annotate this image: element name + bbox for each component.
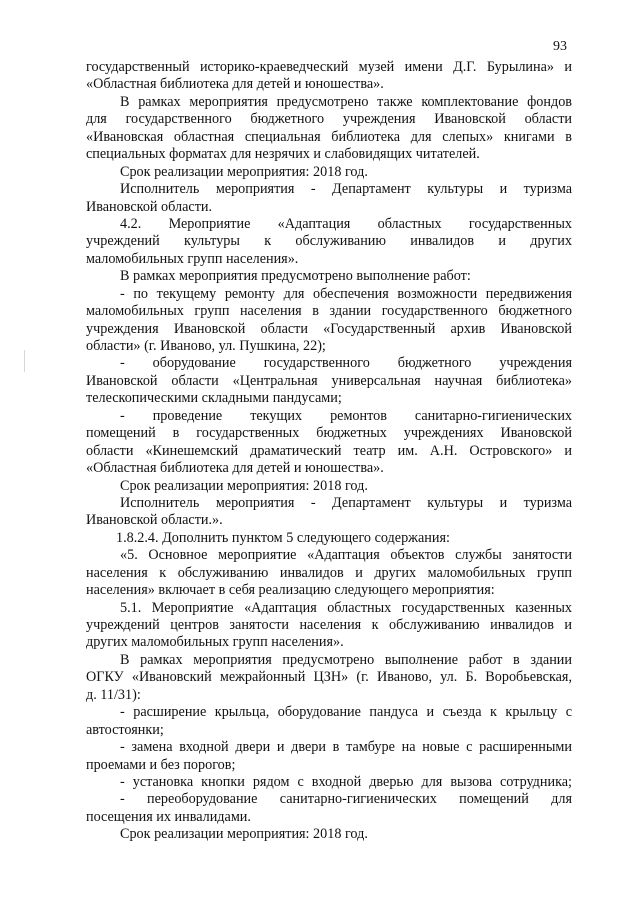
text-line: д. 11/31): <box>86 686 141 703</box>
text-line: В рамках мероприятия предусмотрено также комплектование фондов <box>120 93 572 110</box>
text-line: помещений в государственных бюджетных учреждениях Ивановской <box>86 425 572 442</box>
text-line: - установка кнопки рядом с входной дверью для вызова сотрудника; <box>120 773 572 790</box>
text-line: - расширение крыльца, оборудование пандуса и съезда к крыльцу с <box>120 704 572 721</box>
text-line: - проведение текущих ремонтов санитарно-гигиенических <box>120 407 572 424</box>
text-line: специальных форматах для незрячих и слабовидящих читателей. <box>86 146 480 163</box>
text-line: области «Кинешемский драматический театр им. А.Н. Островского» и <box>86 442 572 459</box>
text-line: - оборудование государственного бюджетного учреждения <box>120 355 572 372</box>
text-line: - замена входной двери и двери в тамбуре на новые с расширенными <box>120 739 572 756</box>
text-line: населения» включает в себя реализацию следующего мероприятия: <box>86 582 495 599</box>
text-line: Срок реализации мероприятия: 2018 год. <box>120 477 368 494</box>
text-line: ОГКУ «Ивановский межрайонный ЦЗН» (г. Иваново, ул. Б. Воробьевская, <box>86 669 572 686</box>
text-line: 4.2. Мероприятие «Адаптация областных государственных <box>120 215 572 232</box>
text-line: других маломобильных групп населения». <box>86 634 344 651</box>
text-line: учреждения Ивановской области «Государственный архив Ивановской <box>86 320 572 337</box>
text-line: Ивановской области. <box>86 198 213 215</box>
text-line: Исполнитель мероприятия - Департамент культуры и туризма <box>120 494 572 511</box>
text-line: «Областная библиотека для детей и юношества». <box>86 76 384 93</box>
text-line: «5. Основное мероприятие «Адаптация объектов службы занятости <box>120 547 572 564</box>
text-line: Исполнитель мероприятия - Департамент культуры и туризма <box>120 181 572 198</box>
text-line: 5.1. Мероприятие «Адаптация областных государственных казенных <box>120 599 572 616</box>
text-line: автостоянки; <box>86 721 164 738</box>
text-line: телескопическими складными пандусами; <box>86 390 342 407</box>
text-line: учреждений центров занятости населения к обслуживанию инвалидов и <box>86 617 572 633</box>
text-line: - по текущему ремонту для обеспечения возможности передвижения <box>120 285 572 302</box>
text-line: маломобильных групп населения в здании государственного бюджетного <box>86 303 572 320</box>
text-line: Срок реализации мероприятия: 2018 год. <box>120 826 368 843</box>
text-line: В рамках мероприятия предусмотрено выполнение работ: <box>120 268 471 285</box>
text-line: для государственного бюджетного учреждения Ивановской области <box>86 111 572 128</box>
page-number: 93 <box>553 39 567 54</box>
text-line: Ивановской области.». <box>86 512 223 529</box>
scan-margin-mark <box>24 350 25 372</box>
text-line: маломобильных групп населения». <box>86 250 299 267</box>
text-line: Ивановской области «Центральная универсальная научная библиотека» <box>86 372 572 389</box>
text-line: «Ивановская областная специальная библиотека для слепых» книгами в <box>86 128 572 145</box>
page-body <box>86 59 572 844</box>
text-line: проемами и без порогов; <box>86 756 236 773</box>
text-line: посещения их инвалидами. <box>86 808 251 825</box>
text-line: учреждений культуры к обслуживанию инвалидов и других <box>86 233 572 250</box>
text-line: - переоборудование санитарно-гигиенических помещений для <box>120 791 572 808</box>
text-line: «Областная библиотека для детей и юношества». <box>86 460 384 477</box>
text-line: государственный историко-краеведческий музей имени Д.Г. Бурылина» и <box>86 59 572 75</box>
text-line: населения к обслуживанию инвалидов и других маломобильных групп <box>86 564 572 581</box>
text-line: 1.8.2.4. Дополнить пунктом 5 следующего содержания: <box>116 529 450 546</box>
text-line: В рамках мероприятия предусмотрено выполнение работ в здании <box>120 651 572 668</box>
text-line: области» (г. Иваново, ул. Пушкина, 22); <box>86 338 326 354</box>
text-line: Срок реализации мероприятия: 2018 год. <box>120 163 368 180</box>
